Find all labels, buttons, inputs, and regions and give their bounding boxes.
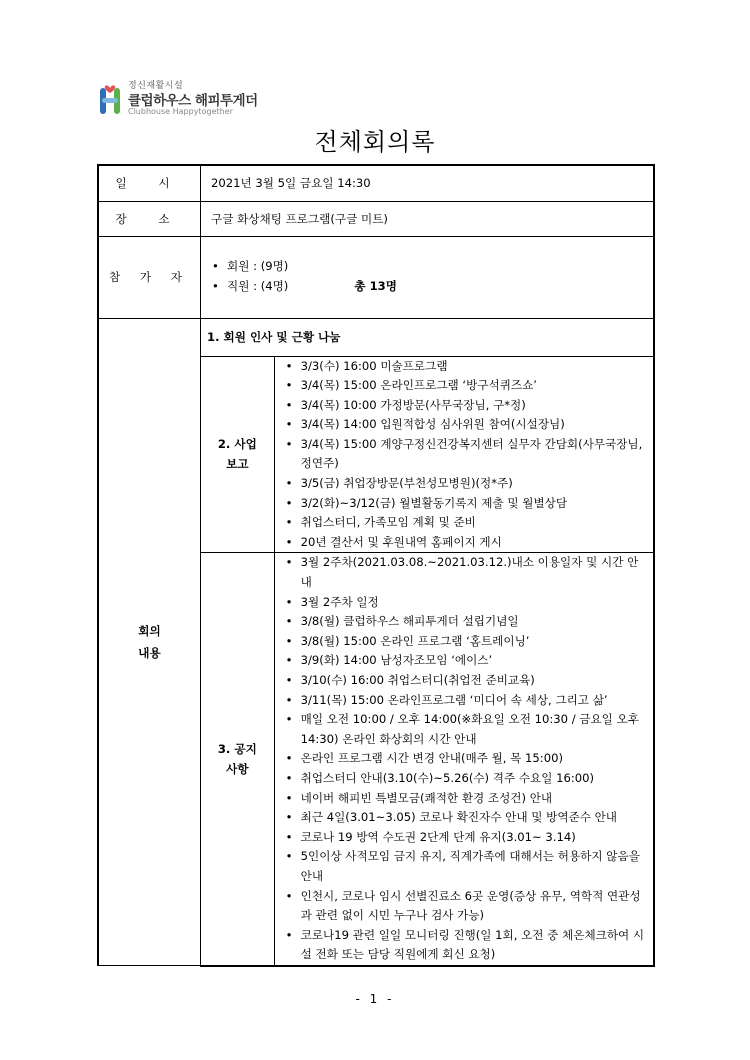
list-item: • 3/11(목) 15:00 온라인프로그램 ‘미디어 속 세상, 그리고 삶’ xyxy=(275,691,653,711)
list-item: • 3/5(금) 취업장방문(부천성모병원)(정*주) xyxy=(275,474,653,494)
list-item: • 3/2(화)~3/12(금) 월별활동기록지 제출 및 월별상담 xyxy=(275,494,653,514)
content-label xyxy=(98,318,201,966)
date-value: 2021년 3월 5일 금요일 14:30 xyxy=(201,165,654,201)
page-number: - 1 - xyxy=(355,992,395,1006)
date-label: 일 시 xyxy=(98,165,201,201)
list-item: • 인천시, 코로나 임시 선별진료소 6곳 운영(증상 유무, 역학적 연관성과 관련 없이 시민 누구나 검사 가능) xyxy=(275,887,653,926)
list-item: • 5인이상 사적모임 금지 유지, 직계가족에 대해서는 허용하지 않음을 안내 xyxy=(275,847,653,886)
list-item: • 3/9(화) 14:00 남성자조모임 ‘에이스’ xyxy=(275,651,653,671)
section1-heading: 1. 회원 인사 및 근황 나눔 xyxy=(201,318,654,356)
list-item: • 온라인 프로그램 시간 변경 안내(매주 월, 목 15:00) xyxy=(275,749,653,769)
section2-list-cell xyxy=(274,356,654,553)
list-item: • 3/4(목) 10:00 가정방문(사무국장님, 구*정) xyxy=(275,396,653,416)
attendees-row xyxy=(98,236,654,318)
document-title: 전체회의록 xyxy=(314,128,436,156)
logo-subtitle: 정신재활시설 xyxy=(128,81,184,91)
list-item: • 코로나 19 방역 수도권 2단계 단계 유지(3.01~ 3.14) xyxy=(275,828,653,848)
place-row xyxy=(98,201,654,236)
content-label-line-1: 회의 xyxy=(138,623,161,638)
list-item: • 3/4(목) 14:00 입원적합성 심사위원 참여(시설장님) xyxy=(275,415,653,435)
clubhouse-logo xyxy=(98,78,268,124)
section2-label-line-1: 2. 사업 xyxy=(217,437,257,452)
list-item: • 네이버 해피빈 특별모금(쾌적한 환경 조성건) 안내 xyxy=(275,789,653,809)
list-item: • 3/3(수) 16:00 미술프로그램 xyxy=(275,357,653,377)
section1-row xyxy=(98,318,654,356)
date-row xyxy=(98,165,654,201)
logo-name: 클럽하우스 해피투게더 xyxy=(128,93,258,109)
list-item: • 3/10(수) 16:00 취업스터디(취업전 준비교육) xyxy=(275,671,653,691)
section3-list-cell xyxy=(274,553,654,966)
list-item: • 코로나19 관련 일일 모니터링 진행(일 1회, 오전 중 체온체크하여 시설 전화 또는 담당 직원에게 회신 요청) xyxy=(275,926,653,965)
section2-label xyxy=(201,356,275,553)
section3-label xyxy=(201,553,275,966)
logo-english: Clubhouse Happytogether xyxy=(128,107,233,116)
list-item: • 취업스터디 안내(3.10(수)~5.26(수) 격주 수요일 16:00) xyxy=(275,769,653,789)
attendees-total: 총 13명 xyxy=(354,279,397,293)
attendees-label: 참 가 자 xyxy=(98,236,201,318)
list-item: • 매일 오전 10:00 / 오후 14:00(※화요일 오전 10:30 / 금요일 오후 14:30) 온라인 화상회의 시간 안내 xyxy=(275,710,653,749)
list-item: • 취업스터디, 가족모임 계획 및 준비 xyxy=(275,513,653,533)
minutes-table xyxy=(97,164,655,967)
section3-label-line-2: 사항 xyxy=(226,762,249,777)
section2-label-line-2: 보고 xyxy=(226,457,249,472)
list-item: • 3/8(월) 15:00 온라인 프로그램 ‘홈트레이닝’ xyxy=(275,632,653,652)
list-item: • 3/4(목) 15:00 온라인프로그램 ‘방구석퀴즈쇼’ xyxy=(275,376,653,396)
list-item: • 최근 4일(3.01~3.05) 코로나 확진자수 안내 및 방역준수 안내 xyxy=(275,808,653,828)
list-item: • 3/8(월) 클럽하우스 해피투게더 설립기념일 xyxy=(275,612,653,632)
place-label: 장 소 xyxy=(98,201,201,236)
attendees-members: • 회원 : (9명) xyxy=(201,257,653,277)
list-item: • 3월 2주차 일정 xyxy=(275,593,653,613)
place-value: 구글 화상채팅 프로그램(구글 미트) xyxy=(201,201,654,236)
clubhouse-logo-icon xyxy=(98,82,124,116)
list-item: • 20년 결산서 및 후원내역 홈페이지 게시 xyxy=(275,533,653,553)
content-label-line-2: 내용 xyxy=(138,645,161,660)
list-item: • 3월 2주차(2021.03.08.~2021.03.12.)내소 이용일자 및 시간 안내 xyxy=(275,553,653,592)
section3-label-line-1: 3. 공지 xyxy=(217,742,257,757)
attendees-staff: • 직원 : (4명) 총 13명 xyxy=(201,277,653,297)
list-item: • 3/4(목) 15:00 계양구정신건강복지센터 실무자 간담회(사무국장님, 정연주) xyxy=(275,435,653,474)
attendees-cell xyxy=(201,236,654,318)
